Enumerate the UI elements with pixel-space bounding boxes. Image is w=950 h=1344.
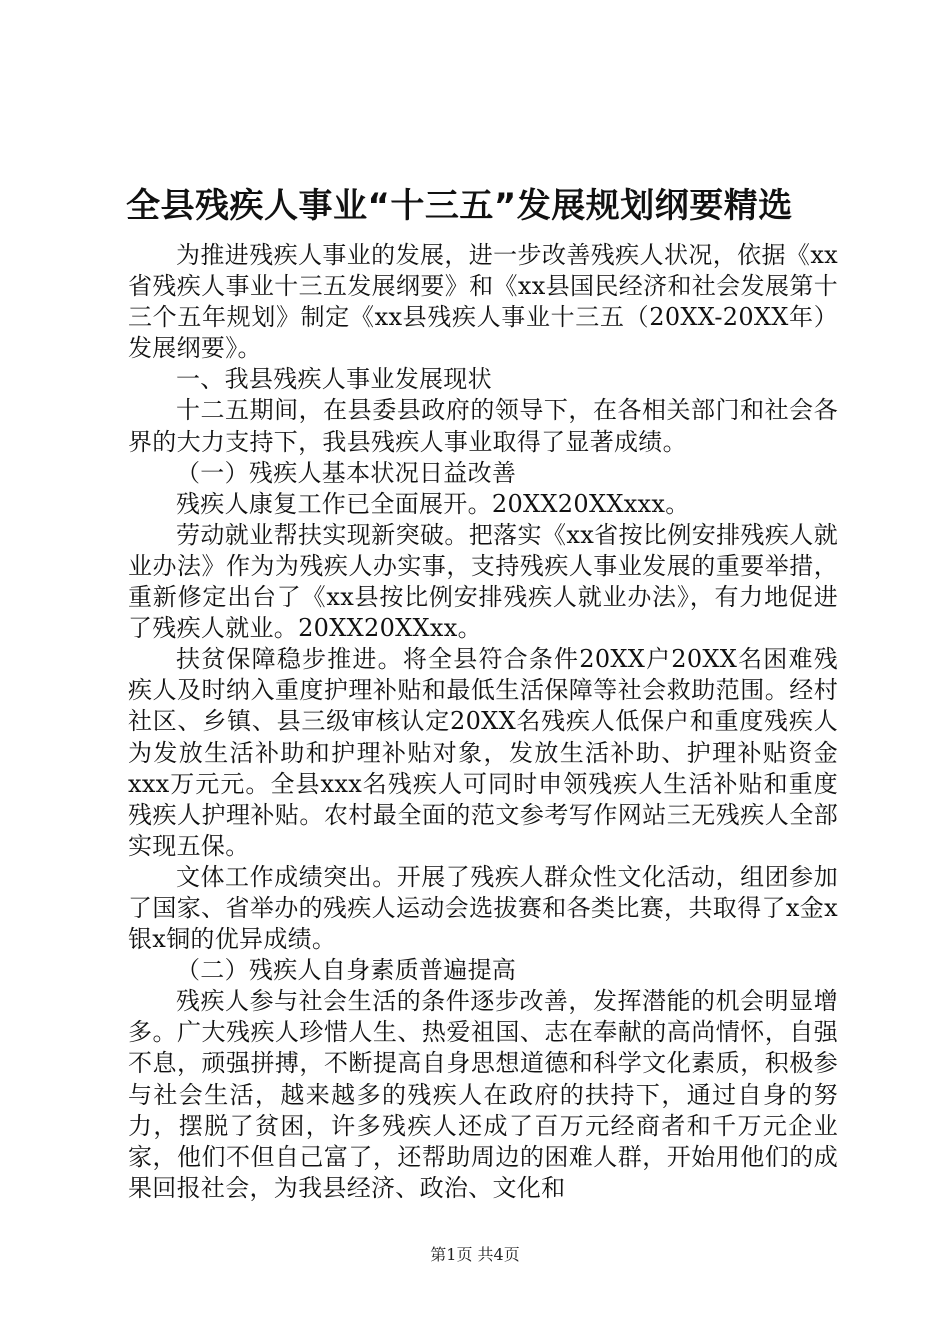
section-heading-1: 一、我县残疾人事业发展现状 bbox=[176, 365, 492, 394]
document-title: 全县残疾人事业“十三五”发展规划纲要精选 bbox=[126, 186, 793, 226]
body-paragraph: 残疾人康复工作已全面展开。20XX20XXxxx。 bbox=[176, 489, 690, 518]
subsection-heading-2: （二）残疾人自身素质普遍提高 bbox=[176, 956, 517, 985]
intro-paragraph: 为推进残疾人事业的发展，进一步改善残疾人状况，依据《xx省残疾人事业十三五发展纲要》和《xx县国民经济和社会发展第十三个五年规划》制定《xx县残疾人事业十三五（20XX-20XX年）发展纲要》。 bbox=[128, 241, 838, 363]
subsection-heading-1: （一）残疾人基本状况日益改善 bbox=[176, 458, 517, 487]
body-paragraph: 残疾人参与社会生活的条件逐步改善，发挥潜能的机会明显增多。广大残疾人珍惜人生、热爱祖国、志在奉献的高尚情怀，自强不息，顽强拼搏，不断提高自身思想道德和科学文化素质，积极参与社会生活，越来越多的残疾人在政府的扶持下，通过自身的努力，摆脱了贫困，许多残疾人还成了百万元经商者和千万元企业家，他们不但自己富了，还帮助周边的困难人群，开始用他们的成果回报社会，为我县经济、政治、文化和 bbox=[128, 987, 838, 1202]
body-paragraph: 劳动就业帮扶实现新突破。把落实《xx省按比例安排残疾人就业办法》作为为残疾人办实事，支持残疾人事业发展的重要举措，重新修定出台了《xx县按比例安排残疾人就业办法》，有力地促进了残疾人就业。20XX20XXxx。 bbox=[128, 520, 838, 643]
body-paragraph: 十二五期间，在县委县政府的领导下，在各相关部门和社会各界的大力支持下，我县残疾人事业取得了显著成绩。 bbox=[128, 396, 838, 456]
document-body bbox=[128, 240, 838, 1204]
body-paragraph: 扶贫保障稳步推进。将全县符合条件20XX户20XX名困难残疾人及时纳入重度护理补贴和最低生活保障等社会救助范围。经村社区、乡镇、县三级审核认定20XX名残疾人低保户和重度残疾人为发放生活补助和护理补贴对象，发放生活补助、护理补贴资金xxx万元元。全县xxx名残疾人可同时申领残疾人生活补贴和重度残疾人护理补贴。农村最全面的范文参考写作网站三无残疾人全部实现五保。 bbox=[128, 645, 838, 860]
page-number-footer: 第1页 共4页 bbox=[430, 1245, 520, 1264]
body-paragraph: 文体工作成绩突出。开展了残疾人群众性文化活动，组团参加了国家、省举办的残疾人运动会选拔赛和各类比赛，共取得了x金x银x铜的优异成绩。 bbox=[128, 862, 838, 954]
